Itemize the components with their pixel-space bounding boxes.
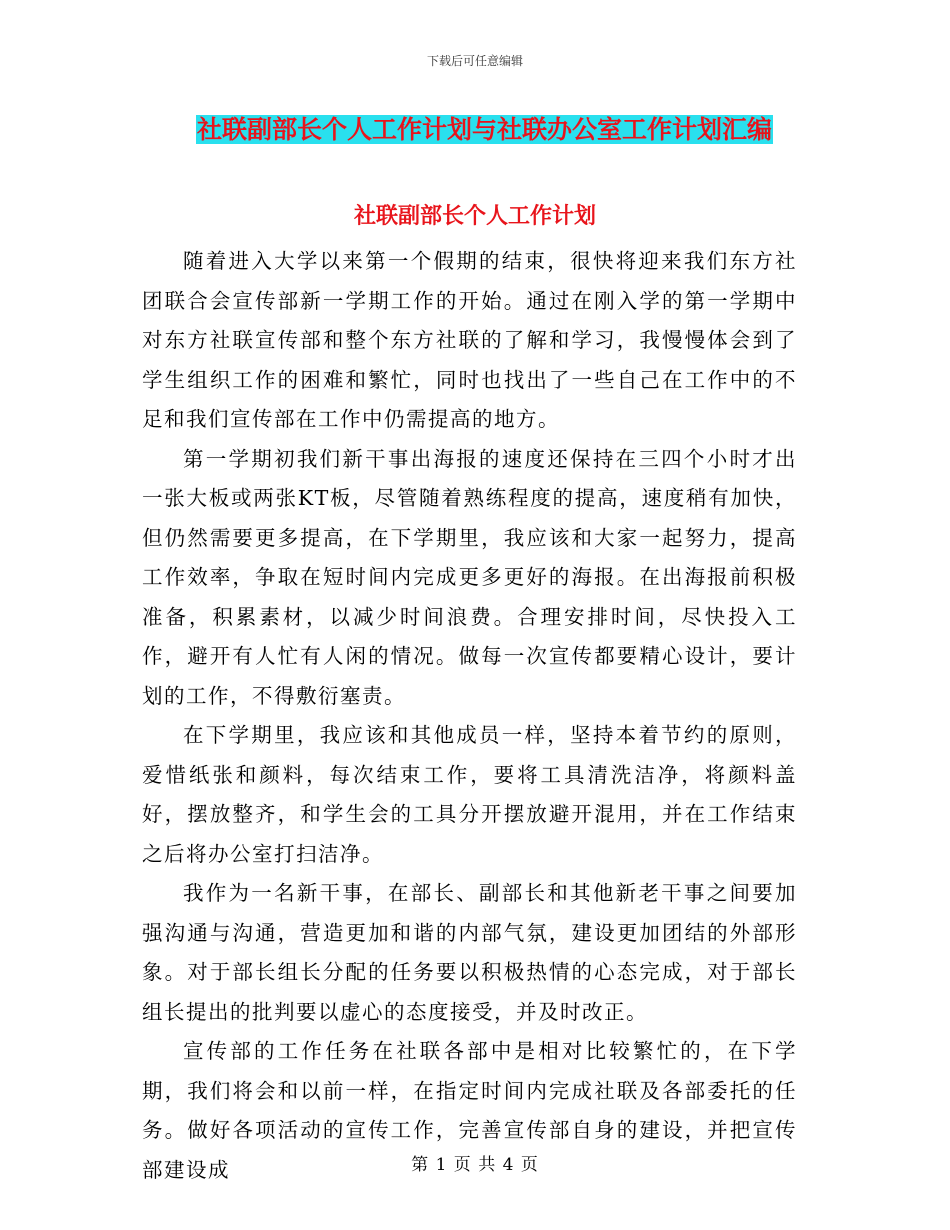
- document-title-text: 社联副部长个人工作计划与社联办公室工作计划汇编: [197, 115, 773, 144]
- paragraph: 我作为一名新干事，在部长、副部长和其他新老干事之间要加强沟通与沟通，营造更加和谐的内部气氛，建设更加团结的外部形象。对于部长组长分配的任务要以积极热情的心态完成，对于部长组长提出的批判要以虚心的态度接受，并及时改正。: [142, 881, 797, 1024]
- page-number-footer: 第 1 页 共 4 页: [411, 1155, 539, 1175]
- body-text: [142, 242, 797, 1190]
- paragraph: 第一学期初我们新干事出海报的速度还保持在三四个小时才出一张大板或两张KT板，尽管随着熟练程度的提高，速度稍有加快，但仍然需要更多提高，在下学期里，我应该和大家一起努力，提高工作效率，争取在短时间内完成更多更好的海报。在出海报前积极准备，积累素材，以减少时间浪费。合理安排时间，尽快投入工作，避开有人忙有人闲的情况。做每一次宣传都要精心设计，要计划的工作，不得敷衍塞责。: [142, 446, 797, 708]
- document-title: [194, 113, 775, 147]
- paragraph: 随着进入大学以来第一个假期的结束，很快将迎来我们东方社团联合会宣传部新一学期工作的开始。通过在刚入学的第一学期中对东方社联宣传部和整个东方社联的了解和学习，我慢慢体会到了学生组织工作的困难和繁忙，同时也找出了一些自己在工作中的不足和我们宣传部在工作中仍需提高的地方。: [142, 249, 797, 431]
- paragraph: 在下学期里，我应该和其他成员一样，坚持本着节约的原则，爱惜纸张和颜料，每次结束工作，要将工具清洗洁净，将颜料盖好，摆放整齐，和学生会的工具分开摆放避开混用，并在工作结束之后将办公室打扫洁净。: [142, 723, 797, 866]
- paragraph: 宣传部的工作任务在社联各部中是相对比较繁忙的，在下学期，我们将会和以前一样，在指定时间内完成社联及各部委托的任务。做好各项活动的宣传工作，完善宣传部自身的建设，并把宣传部建设成: [142, 1039, 797, 1182]
- header-note: 下载后可任意编辑: [426, 54, 523, 68]
- section-title: 社联副部长个人工作计划: [353, 203, 596, 229]
